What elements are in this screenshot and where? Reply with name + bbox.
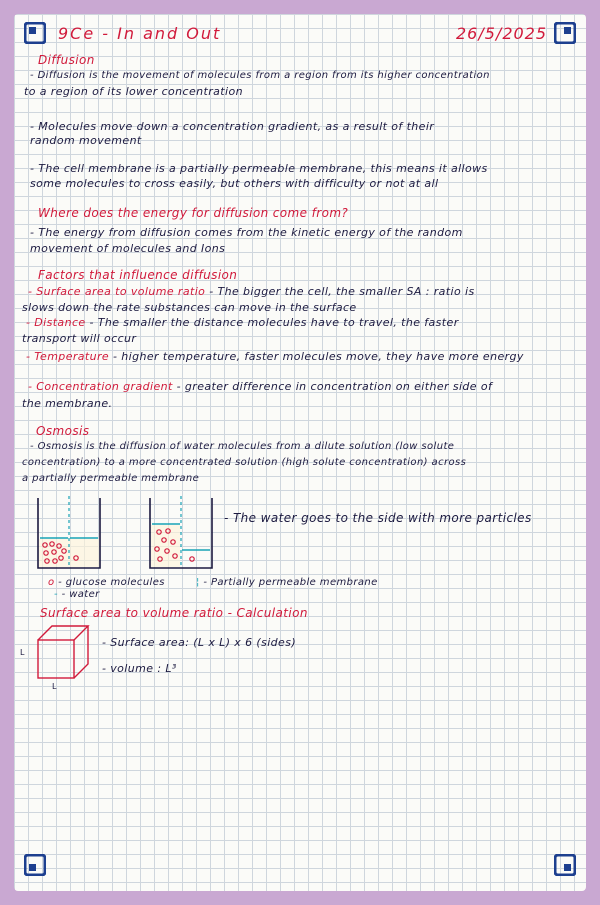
cube-side-label: L <box>20 648 25 657</box>
factor-label-distance: - Distance <box>26 316 86 329</box>
osmosis-line: concentration) to a more concentrated solution (high solute concentration) across <box>22 457 467 468</box>
surface-area-formula: - Surface area: (L x L) x 6 (sides) <box>102 636 297 649</box>
osmosis-line: a partially permeable membrane <box>22 473 200 484</box>
diffusion-line: - The cell membrane is a partially permeable membrane, this means it allows <box>30 162 488 175</box>
diffusion-line: some molecules to cross easily, but others with difficulty or not at all <box>30 177 439 190</box>
cube-bottom-label: L <box>52 682 57 691</box>
page-date: 26/5/2025 <box>456 24 548 43</box>
legend-glucose: - glucose molecules <box>58 577 165 588</box>
osmosis-heading: Osmosis <box>36 424 90 438</box>
factor-text-temperature: - higher temperature, faster molecules move, they have more energy <box>113 350 524 363</box>
notebook-page <box>14 14 586 891</box>
osmosis-line: - Osmosis is the diffusion of water molecules from a dilute solution (low solute <box>30 441 455 452</box>
factor-text-distance-2: transport will occur <box>22 332 137 345</box>
energy-line: - The energy from diffusion comes from the kinetic energy of the random <box>30 226 463 239</box>
osmosis-note: - The water goes to the side with more particles <box>224 511 532 525</box>
legend-membrane: - Partially permeable membrane <box>203 577 378 588</box>
corner-marker-icon <box>24 854 46 876</box>
diffusion-line: - Diffusion is the movement of molecules from a region from its higher concentration <box>30 70 490 81</box>
cube-diagram <box>30 618 96 690</box>
factors-heading: Factors that influence diffusion <box>38 268 238 282</box>
factor-label-surface: - Surface area to volume ratio <box>28 285 206 298</box>
diffusion-line: random movement <box>30 134 142 147</box>
factor-text-distance: - The smaller the distance molecules have to travel, the faster <box>89 316 459 329</box>
energy-line: movement of molecules and Ions <box>30 242 226 255</box>
legend-water-symbol: - <box>54 589 59 600</box>
osmosis-diagram <box>28 484 228 592</box>
diffusion-heading: Diffusion <box>38 53 95 67</box>
legend-membrane-symbol: ¦ <box>196 577 200 588</box>
factor-label-temperature: - Temperature <box>26 350 110 363</box>
factor-label-gradient: - Concentration gradient <box>28 380 173 393</box>
page-title: 9Ce - In and Out <box>58 24 222 43</box>
calc-heading: Surface area to volume ratio - Calculation <box>40 606 308 620</box>
factor-text-surface-2: slows down the rate substances can move in the surface <box>22 301 357 314</box>
volume-formula: - volume : L³ <box>102 662 177 675</box>
diffusion-line: - Molecules move down a concentration gradient, as a result of their <box>30 120 435 133</box>
corner-marker-icon <box>554 854 576 876</box>
factor-text-gradient: - greater difference in concentration on either side of <box>176 380 493 393</box>
diffusion-line: to a region of its lower concentration <box>24 85 243 98</box>
legend-water: - water <box>61 589 100 600</box>
energy-heading: Where does the energy for diffusion come from? <box>38 206 349 220</box>
legend-glucose-symbol: o <box>48 577 55 588</box>
factor-text-surface: - The bigger the cell, the smaller SA : ratio is <box>209 285 475 298</box>
corner-marker-icon <box>554 22 576 44</box>
corner-marker-icon <box>24 22 46 44</box>
factor-text-gradient-2: the membrane. <box>22 397 113 410</box>
